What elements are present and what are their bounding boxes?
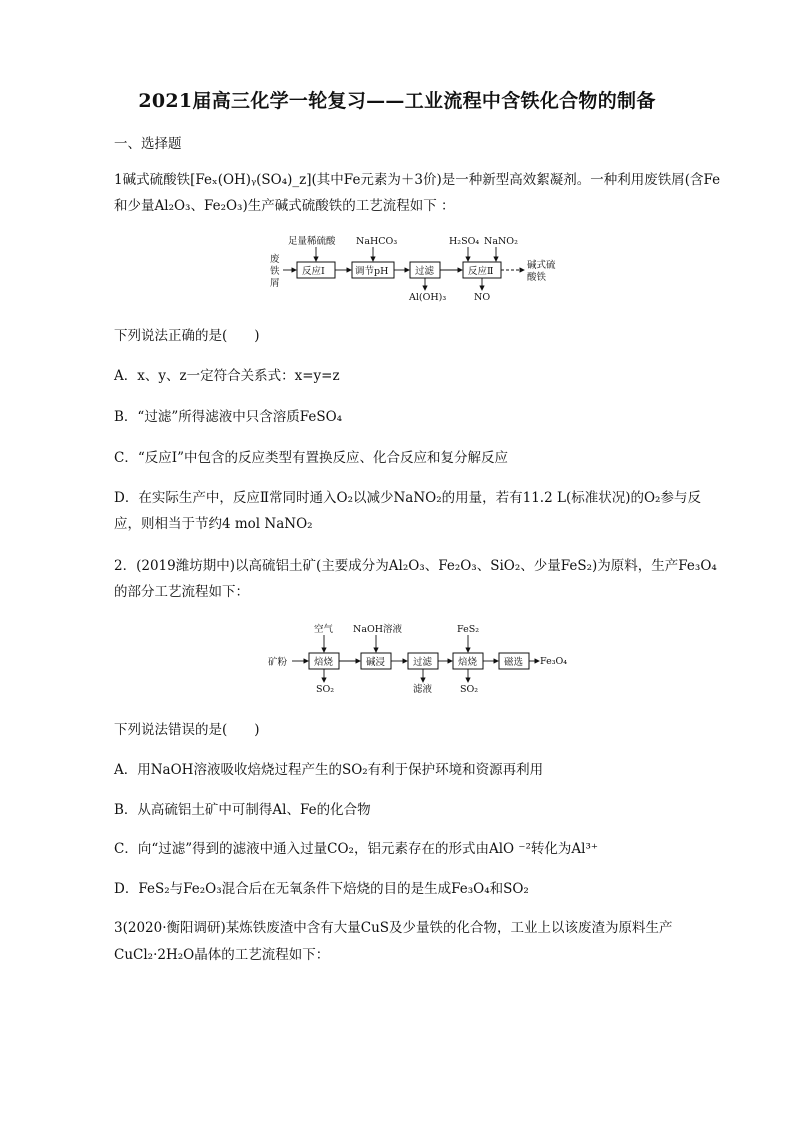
q2-end: Fe₃O₄	[540, 656, 568, 667]
q2-top-input-1: 空气	[314, 624, 334, 635]
q1-stem-line1: 1碱式硫酸铁[Feₓ(OH)ᵧ(SO₄)_z](其中Fe元素为＋3价)是一种新型高效絮凝剂。一种利用废铁屑(含Fe	[114, 172, 721, 188]
q2-box-label-2: 碱浸	[366, 657, 386, 668]
q1-start-char-1: 废	[270, 254, 280, 265]
q1-option-b: B．“过滤”所得滤液中只含溶质FeSO₄	[114, 409, 343, 425]
q1-top-input-3: H₂SO₄	[449, 236, 480, 247]
q3-stem-line2: CuCl₂·2H₂O晶体的工艺流程如下：	[114, 947, 330, 963]
q1-option-a: A．x、y、z一定符合关系式：x=y=z	[114, 368, 340, 384]
q1-ask: 下列说法正确的是( )	[114, 328, 260, 344]
q2-top-input-3: FeS₂	[457, 624, 480, 635]
q1-top-input-2: NaHCO₃	[356, 236, 398, 247]
q1-start-char-3: 屑	[270, 278, 280, 289]
q1-box-label-3: 过滤	[415, 266, 435, 277]
section-heading: 一、选择题	[114, 136, 182, 152]
q2-option-b: B．从高硫铝土矿中可制得Al、Fe的化合物	[114, 802, 371, 818]
q2-box-label-5: 磁选	[504, 657, 524, 668]
q2-option-a: A．用NaOH溶液吸收焙烧过程产生的SO₂有利于保护环境和资源再利用	[114, 762, 544, 778]
q2-start: 矿粉	[268, 657, 288, 668]
q1-start-char-2: 铁	[270, 266, 280, 277]
q2-ask: 下列说法错误的是( )	[114, 722, 260, 738]
q1-bottom-output-2: NO	[474, 292, 491, 303]
q1-option-c: C．“反应Ⅰ”中包含的反应类型有置换反应、化合反应和复分解反应	[114, 450, 508, 466]
q2-stem-line1: 2．(2019潍坊期中)以高硫铝土矿(主要成分为Al₂O₃、Fe₂O₃、SiO₂、少量FeS₂)为原料，生产Fe₃O₄	[114, 558, 717, 574]
q1-box-label-2: 调节pH	[355, 266, 389, 277]
q2-bottom-output-2: 滤液	[413, 684, 433, 695]
q2-bottom-output-1: SO₂	[316, 684, 335, 695]
q3-stem-line1: 3(2020·衡阳调研)某炼铁废渣中含有大量CuS及少量铁的化合物，工业上以该废渣为原料生产	[114, 920, 673, 936]
q2-stem-line2: 的部分工艺流程如下：	[114, 584, 249, 600]
q1-end-line1: 碱式硫	[527, 260, 556, 271]
q1-bottom-output-1: Al(OH)₃	[409, 292, 447, 303]
q1-option-d-line1: D．在实际生产中，反应Ⅱ常同时通入O₂以减少NaNO₂的用量，若有11.2 L(标准状况)的O₂参与反	[114, 490, 701, 506]
q2-option-d: D．FeS₂与Fe₂O₃混合后在无氧条件下焙烧的目的是生成Fe₃O₄和SO₂	[114, 881, 529, 897]
q1-box-label-1: 反应Ⅰ	[302, 266, 325, 277]
q1-stem-line2: 和少量Al₂O₃、Fe₂O₃)生产碱式硫酸铁的工艺流程如下 ：	[114, 198, 455, 214]
q1-top-input-4: NaNO₂	[484, 236, 518, 247]
q2-box-label-1: 焙烧	[314, 657, 334, 668]
q2-flow-diagram	[268, 620, 578, 698]
q1-top-input-1: 足量稀硫酸	[288, 236, 336, 247]
q2-bottom-output-3: SO₂	[460, 684, 479, 695]
q2-box-label-3: 过滤	[413, 657, 433, 668]
q1-flow-diagram	[266, 232, 586, 304]
q1-box-label-4: 反应Ⅱ	[468, 266, 494, 277]
page-title: 2021届高三化学一轮复习——工业流程中含铁化合物的制备	[138, 90, 656, 112]
q1-end-line2: 酸铁	[527, 272, 547, 283]
q2-box-label-4: 焙烧	[458, 657, 478, 668]
q2-top-input-2: NaOH溶液	[353, 624, 403, 635]
q2-option-c: C．向“过滤”得到的滤液中通入过量CO₂，铝元素存在的形式由AlO ⁻²转化为Al³⁺	[114, 841, 599, 857]
q1-option-d-line2: 应，则相当于节约4 mol NaNO₂	[114, 516, 313, 532]
